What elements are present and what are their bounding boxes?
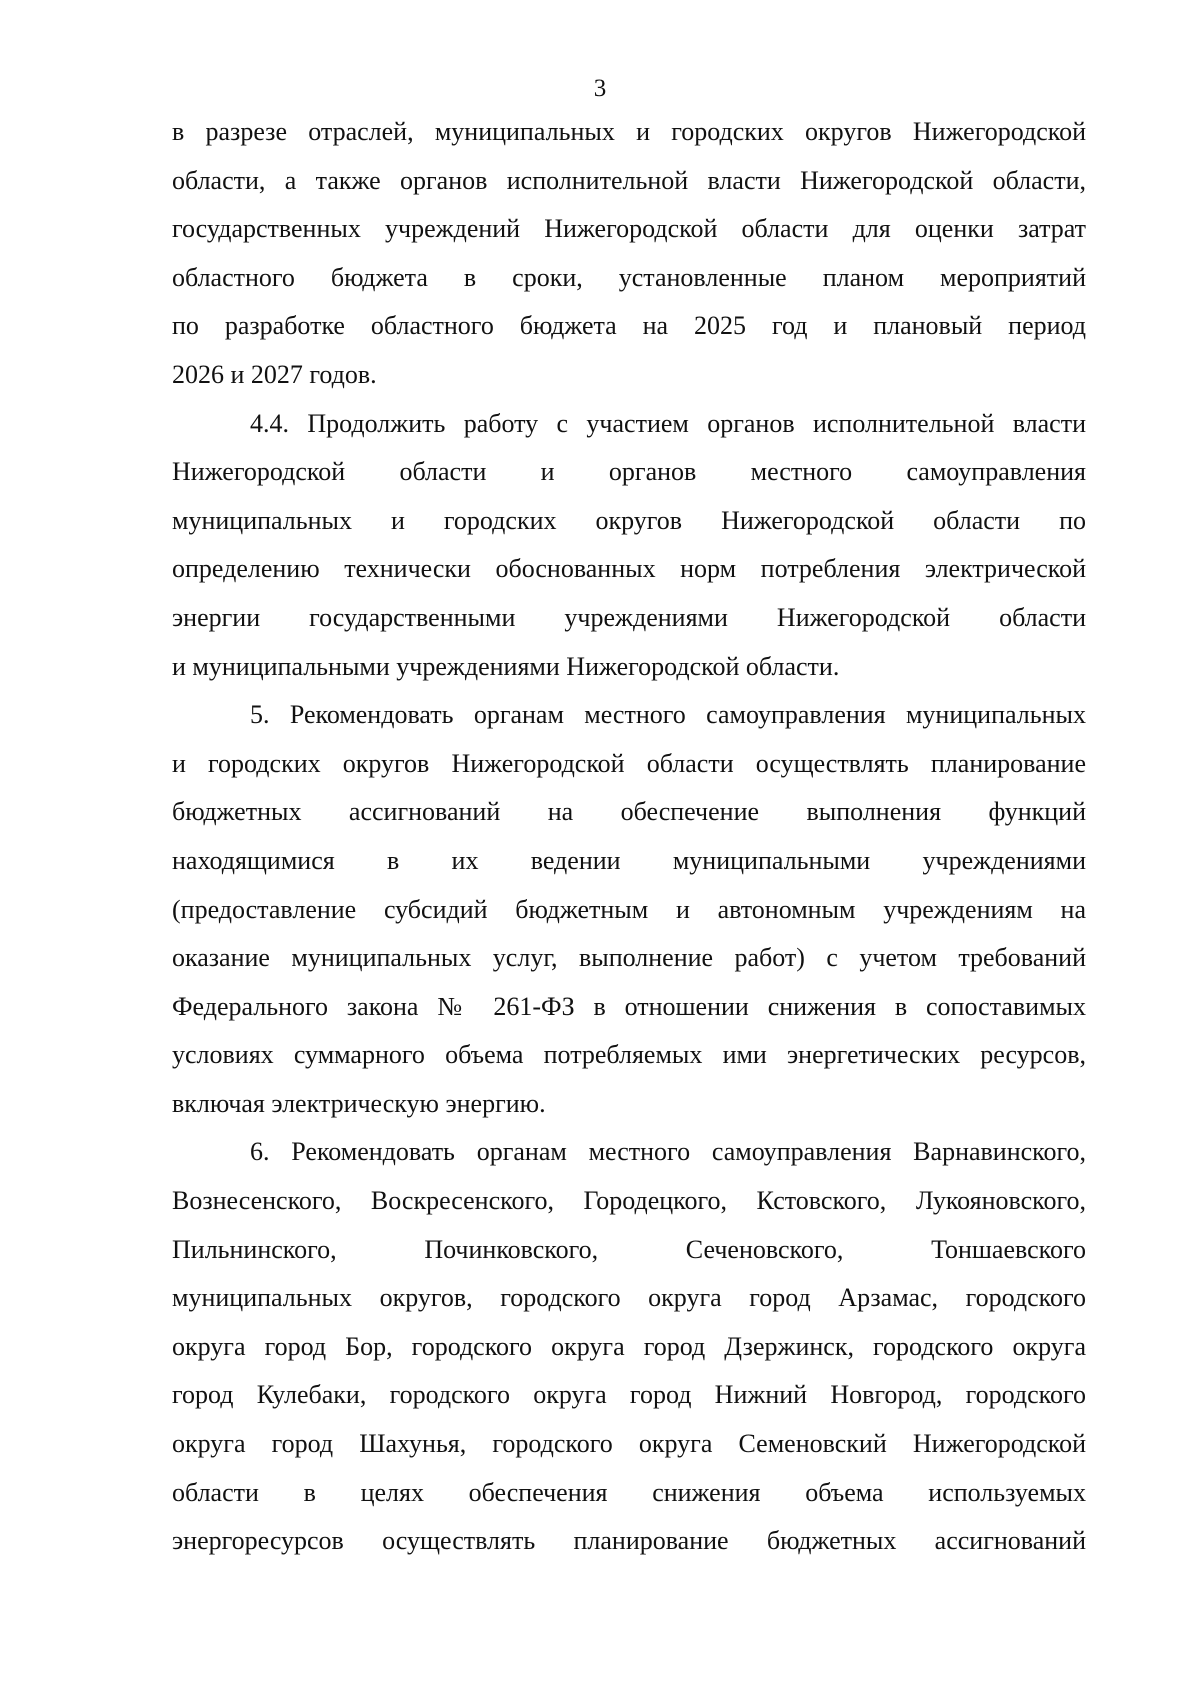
text-line: округа город Шахунья, городского округа Семеновский Нижегородской — [172, 1429, 1086, 1459]
text-line: областного бюджета в сроки, установленные планом мероприятий — [172, 262, 1086, 292]
text-line: 2026 и 2027 годов. — [172, 359, 377, 389]
text-line: и муниципальными учреждениями Нижегородской области. — [172, 651, 840, 681]
text-line: муниципальных и городских округов Нижегородской области по — [172, 505, 1086, 535]
text-line: 5. Рекомендовать органам местного самоуправления муниципальных — [250, 700, 1086, 730]
page-number: 3 — [593, 75, 607, 102]
text-line: 6. Рекомендовать органам местного самоуправления Варнавинского, — [250, 1137, 1086, 1167]
paragraph — [172, 108, 1086, 400]
text-line: области, а также органов исполнительной власти Нижегородской области, — [172, 165, 1086, 195]
text-line: энергии государственными учреждениями Нижегородской области — [172, 602, 1086, 632]
paragraph — [172, 1128, 1086, 1565]
text-line: энергоресурсов осуществлять планирование бюджетных ассигнований — [172, 1526, 1086, 1556]
text-line: Пильнинского, Починковского, Сеченовского, Тоншаевского — [172, 1234, 1086, 1264]
text-line: бюджетных ассигнований на обеспечение выполнения функций — [172, 797, 1086, 827]
text-line: в разрезе отраслей, муниципальных и городских округов Нижегородской — [172, 117, 1086, 146]
document-body — [172, 108, 1086, 1566]
paragraph — [172, 691, 1086, 1128]
text-line: области в целях обеспечения снижения объема используемых — [172, 1477, 1086, 1507]
text-line: оказание муниципальных услуг, выполнение работ) с учетом требований — [172, 943, 1086, 973]
text-line: муниципальных округов, городского округа город Арзамас, городского — [172, 1283, 1086, 1313]
text-line: Нижегородской области и органов местного самоуправления — [172, 457, 1086, 487]
text-line: Вознесенского, Воскресенского, Городецкого, Кстовского, Лукояновского, — [172, 1186, 1086, 1216]
text-line: Федерального закона № 261-ФЗ в отношении снижения в сопоставимых — [172, 991, 1086, 1021]
text-line: город Кулебаки, городского округа город Нижний Новгород, городского — [172, 1380, 1086, 1410]
text-line: округа город Бор, городского округа город Дзержинск, городского округа — [172, 1331, 1086, 1361]
text-line: находящимися в их ведении муниципальными учреждениями — [172, 845, 1086, 875]
text-line: по разработке областного бюджета на 2025 год и плановый период — [172, 311, 1086, 341]
text-line: определению технически обоснованных норм потребления электрической — [172, 554, 1086, 584]
text-line: 4.4. Продолжить работу с участием органов исполнительной власти — [250, 408, 1086, 438]
text-line: включая электрическую энергию. — [172, 1088, 546, 1118]
paragraph — [172, 400, 1086, 692]
text-line: государственных учреждений Нижегородской области для оценки затрат — [172, 214, 1086, 244]
text-line: и городских округов Нижегородской области осуществлять планирование — [172, 748, 1086, 778]
text-line: условиях суммарного объема потребляемых ими энергетических ресурсов, — [172, 1040, 1086, 1070]
text-line: (предоставление субсидий бюджетным и автономным учреждениям на — [172, 894, 1086, 924]
